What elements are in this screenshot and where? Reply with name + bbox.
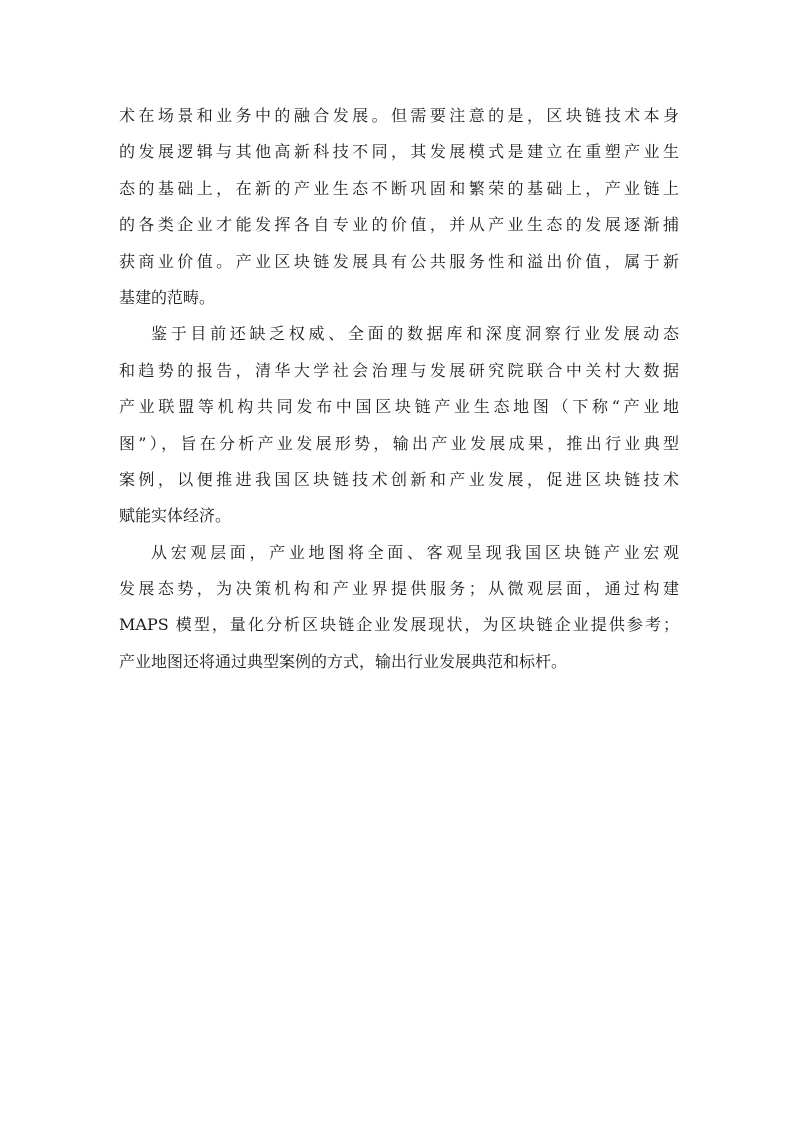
paragraph-2-line-3: 产业联盟等机构共同发布中国区块链产业生态地图（下称“产业地: [119, 397, 679, 417]
paragraph-2-line-1: 鉴于目前还缺乏权威、全面的数据库和深度洞察行业发展动态: [151, 324, 679, 344]
paragraph-2-line-5: 案例，以便推进我国区块链技术创新和产业发展，促进区块链技术: [119, 469, 679, 489]
paragraph-1-line-6: 基建的范畴。: [119, 287, 216, 307]
paragraph-2-line-4: 图”），旨在分析产业发展形势，输出产业发展成果，推出行业典型: [119, 433, 679, 453]
paragraph-1-line-1: 术在场景和业务中的融合发展。但需要注意的是，区块链技术本身: [119, 106, 679, 125]
body-text: [119, 98, 679, 680]
paragraph-1-line-5: 获商业价值。产业区块链发展具有公共服务性和溢出价值，属于新: [119, 251, 679, 271]
paragraph-3-line-3: MAPS 模型，量化分析区块链企业发展现状，为区块链企业提供参考；: [119, 615, 679, 635]
paragraph-1-line-4: 的各类企业才能发挥各自专业的价值，并从产业生态的发展逐渐捕: [119, 215, 679, 235]
paragraph-2-line-6: 赋能实体经济。: [119, 506, 232, 526]
paragraph-1-line-3: 态的基础上，在新的产业生态不断巩固和繁荣的基础上，产业链上: [119, 178, 679, 198]
paragraph-3-line-2: 发展态势，为决策机构和产业界提供服务；从微观层面，通过构建: [119, 579, 679, 599]
paragraph-3-line-1: 从宏观层面，产业地图将全面、客观呈现我国区块链产业宏观: [151, 542, 679, 562]
paragraph-2-line-2: 和趋势的报告，清华大学社会治理与发展研究院联合中关村大数据: [119, 360, 679, 380]
paragraph-1-line-2: 的发展逻辑与其他高新科技不同，其发展模式是建立在重塑产业生: [119, 142, 679, 162]
paragraph-3-line-4: 产业地图还将通过典型案例的方式，输出行业发展典范和标杆。: [119, 651, 568, 671]
